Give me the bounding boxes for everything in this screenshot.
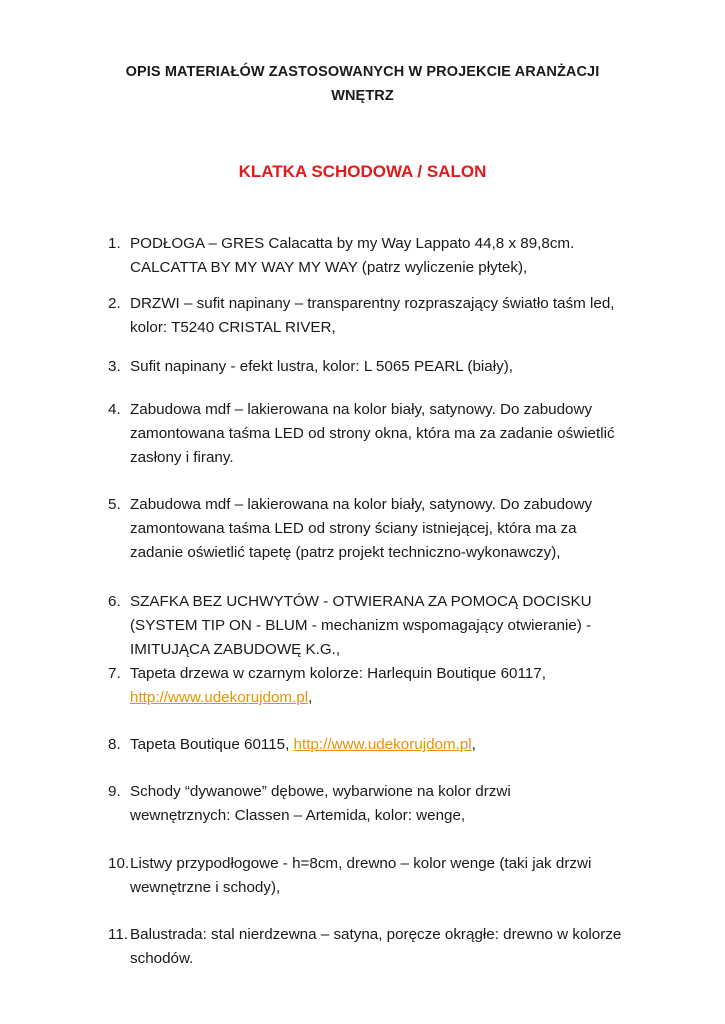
list-item-text: PODŁOGA – GRES Calacatta by my Way Lappato 44,8 x 89,8cm.	[130, 235, 575, 252]
list-item	[108, 923, 668, 971]
list-item	[108, 493, 668, 565]
list-item	[108, 780, 668, 828]
list-item-text: DRZWI – sufit napinany – transparentny rozpraszający światło taśm led,	[130, 295, 615, 312]
list-item-text: ,	[308, 689, 313, 706]
list-item-number: 10.	[108, 855, 130, 872]
list-item	[108, 662, 668, 710]
list-item-text: zasłony i firany.	[130, 449, 234, 466]
list-item-text: schodów.	[130, 950, 194, 967]
udekorujdom-link[interactable]: http://www.udekorujdom.pl	[130, 689, 309, 706]
udekorujdom-link[interactable]: http://www.udekorujdom.pl	[293, 736, 472, 753]
list-item-text: zadanie oświetlić tapetę (patrz projekt techniczno-wykonawczy),	[130, 544, 561, 561]
list-item-number: 5.	[108, 496, 121, 513]
list-item-text: Sufit napinany - efekt lustra, kolor: L 5065 PEARL (biały),	[130, 358, 513, 375]
list-item-text: zamontowana taśma LED od strony okna, która ma za zadanie oświetlić	[130, 425, 615, 442]
list-item-number: 2.	[108, 295, 121, 312]
list-item-text: zamontowana taśma LED od strony ściany istniejącej, która ma za	[130, 520, 577, 537]
list-item-text: Zabudowa mdf – lakierowana na kolor biały, satynowy. Do zabudowy	[130, 401, 593, 418]
list-item-number: 1.	[108, 235, 121, 252]
section-title: KLATKA SCHODOWA / SALON	[238, 162, 487, 181]
list-item-number: 7.	[108, 665, 121, 682]
list-item-text: Listwy przypodłogowe - h=8cm, drewno – kolor wenge (taki jak drzwi	[130, 855, 592, 872]
list-item-text: Balustrada: stal nierdzewna – satyna, poręcze okrągłe: drewno w kolorze	[130, 926, 622, 943]
list-item-text: wewnętrzne i schody),	[130, 879, 281, 896]
list-item	[108, 852, 668, 900]
list-item	[108, 232, 668, 280]
list-item-number: 4.	[108, 401, 121, 418]
list-item-text: Zabudowa mdf – lakierowana na kolor biały, satynowy. Do zabudowy	[130, 496, 593, 513]
list-item-number: 11.	[108, 926, 128, 943]
list-item	[108, 355, 668, 379]
list-item-text: Schody “dywanowe” dębowe, wybarwione na kolor drzwi	[130, 783, 511, 800]
list-item-text: Tapeta drzewa w czarnym kolorze: Harlequin Boutique 60117,	[130, 665, 546, 682]
list-item-text: IMITUJĄCA ZABUDOWĘ K.G.,	[130, 641, 341, 658]
list-item-text: kolor: T5240 CRISTAL RIVER,	[130, 319, 336, 336]
list-item	[108, 398, 668, 470]
list-item-text: CALCATTA BY MY WAY MY WAY (patrz wyliczenie płytek),	[130, 259, 528, 276]
list-item-text: Tapeta Boutique 60115,	[130, 736, 294, 753]
list-item-text: ,	[471, 736, 476, 753]
list-item-text: (SYSTEM TIP ON - BLUM - mechanizm wspomagający otwieranie) -	[130, 617, 592, 634]
document-title-line-2: WNĘTRZ	[331, 88, 394, 104]
document-title-line-1: OPIS MATERIAŁÓW ZASTOSOWANYCH W PROJEKCIE ARANŻACJI	[125, 64, 600, 80]
list-item-number: 6.	[108, 593, 121, 610]
list-item-number: 9.	[108, 783, 121, 800]
list-item-number: 8.	[108, 736, 121, 753]
list-item	[108, 292, 668, 340]
list-item	[108, 733, 668, 757]
list-item	[108, 590, 668, 662]
list-item-text: SZAFKA BEZ UCHWYTÓW - OTWIERANA ZA POMOCĄ DOCISKU	[130, 593, 592, 610]
list-item-text: wewnętrznych: Classen – Artemida, kolor: wenge,	[130, 807, 466, 824]
list-item-number: 3.	[108, 358, 121, 375]
